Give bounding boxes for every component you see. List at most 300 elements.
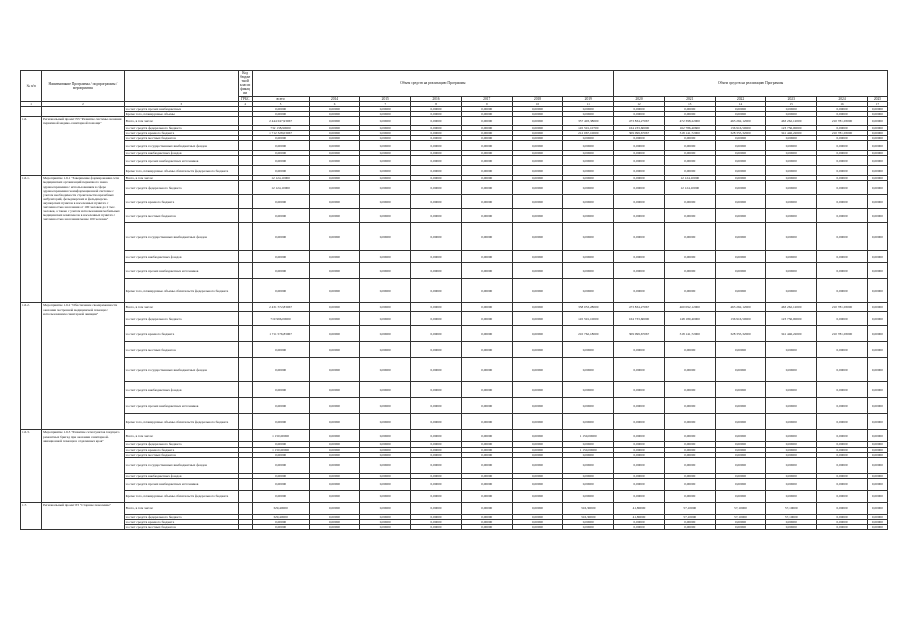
amount-year: 0,00000 [563,151,614,156]
amount-year: 0,00000 [715,473,766,478]
header-year: 2018 [512,96,563,101]
amount-year: 0,00000 [715,209,766,223]
amount-year: 0,00000 [309,326,360,342]
index-cell: 14 [715,101,766,106]
amount-year: 0,00000 [461,111,512,116]
amount-total: 0,00000 [252,195,309,209]
amount-year: 0,00000 [664,195,715,209]
amount-year: 0,00000 [360,447,411,452]
amount-year: 0,00000 [309,141,360,151]
amount-year: 0,00000 [614,452,665,457]
amount-year: 0,00000 [411,414,462,430]
amount-year: 0,00000 [817,358,868,382]
amount-year: 0,00000 [766,382,817,398]
amount-year: 0,00000 [715,447,766,452]
amount-year: 0,00000 [715,524,766,529]
amount-year: 0,00000 [867,195,887,209]
amount-year: 0,00000 [563,452,614,457]
amount-year: 0,00000 [563,263,614,279]
amount-year: 0,00000 [512,430,563,442]
amount-total: 0,00000 [252,519,309,524]
funding-source: за счет средств краевого бюджета [124,131,238,136]
amount-year: 0,00000 [817,519,868,524]
amount-year: 136 916,50000 [715,125,766,130]
amount-year: 136 916,50000 [715,312,766,326]
amount-year: 0,00000 [563,251,614,263]
amount-year: 0,00000 [309,116,360,125]
amount-year: 0,00000 [867,342,887,358]
kbk-cell [238,303,252,312]
amount-total: 0,00000 [252,151,309,156]
kbk-cell [238,263,252,279]
funding-source: Кроме того, планируемые объемы [124,111,238,116]
amount-year: 0,00000 [563,181,614,195]
amount-year: 341 446,22000 [766,326,817,342]
amount-year: 0,00000 [614,430,665,442]
amount-year: 0,00000 [715,263,766,279]
amount-year: 0,00000 [766,136,817,141]
amount-year: 0,00000 [360,136,411,141]
amount-year: 0,00000 [512,223,563,251]
amount-year: 0,00000 [360,223,411,251]
kbk-cell [238,181,252,195]
amount-year: 164 233,60000 [614,125,665,130]
amount-year: 0,00000 [766,457,817,473]
amount-year: 0,00000 [715,106,766,111]
amount-year: 0,00000 [411,223,462,251]
amount-year: 0,00000 [766,430,817,442]
budget-table [20,70,888,530]
amount-year: 0,00000 [664,279,715,303]
amount-year: 0,00000 [309,131,360,136]
program-name [42,106,124,116]
amount-year: 0,00000 [664,156,715,166]
amount-year: 0,00000 [715,430,766,442]
amount-year: 0,00000 [817,195,868,209]
amount-year: 0,00000 [867,125,887,130]
amount-year: 0,00000 [867,452,887,457]
amount-year: 0,00000 [766,452,817,457]
amount-year: 0,00000 [512,473,563,478]
amount-year: 0,00000 [614,279,665,303]
amount-year: 0,00000 [411,514,462,519]
amount-total: 0,00000 [252,452,309,457]
index-cell: 13 [664,101,715,106]
amount-total: 0,00000 [252,106,309,111]
header-year: 2016 [411,96,462,101]
kbk-cell [238,195,252,209]
amount-year: 0,00000 [512,156,563,166]
amount-year: 123 736,00000 [766,312,817,326]
kbk-cell [238,141,252,151]
amount-year: 0,00000 [867,141,887,151]
amount-year: 164 733,60000 [614,312,665,326]
amount-year: 210 762,18000 [563,326,614,342]
funding-source: за счет средств государственных внебюджетных фондов [124,223,238,251]
amount-year: 473 834,27067 [614,303,665,312]
amount-year: 0,00000 [461,116,512,125]
amount-year: 0,00000 [309,398,360,414]
amount-year: 0,00000 [360,358,411,382]
amount-year: 0,00000 [715,358,766,382]
amount-year: 0,00000 [614,358,665,382]
amount-year: 0,00000 [563,524,614,529]
amount-year: 0,00000 [817,251,868,263]
amount-year: 0,00000 [411,195,462,209]
table-row [21,398,888,414]
amount-year: 0,00000 [817,279,868,303]
amount-year: 0,00000 [563,166,614,176]
table-row [21,303,888,312]
amount-year: 0,00000 [360,502,411,514]
amount-year: 0,00000 [614,181,665,195]
amount-total: 329,40000 [252,514,309,519]
amount-year: 0,00000 [360,457,411,473]
amount-year: 0,00000 [512,125,563,130]
amount-year: 0,00000 [867,209,887,223]
amount-year: 0,00000 [766,358,817,382]
row-number: 1.6.2. [21,303,42,430]
funding-source: Всего, в том числе: [124,502,238,514]
amount-year: 0,00000 [461,478,512,490]
amount-year: 0,00000 [614,156,665,166]
header-year: 2014 [309,96,360,101]
amount-year: 0,00000 [512,111,563,116]
amount-year: 0,00000 [411,442,462,447]
amount-year: 0,00000 [614,457,665,473]
amount-year: 0,00000 [867,303,887,312]
amount-year: 210 781,03000 [817,326,868,342]
amount-year: 123 736,00000 [766,125,817,130]
funding-source: за счет средств государственных внебюджетных фондов [124,141,238,151]
amount-year: 0,00000 [563,473,614,478]
amount-year: 0,00000 [309,166,360,176]
amount-year: 0,00000 [360,524,411,529]
funding-source: Всего, в том числе: [124,116,238,125]
index-cell: 8 [411,101,462,106]
header-year: 2017 [461,96,512,101]
kbk-cell [238,490,252,502]
amount-year: 0,00000 [817,176,868,181]
funding-source: за счет средств внебюджетных фондов [124,151,238,156]
index-cell: 16 [817,101,868,106]
table-row [21,195,888,209]
amount-year: 0,00000 [461,303,512,312]
amount-year: 0,00000 [867,176,887,181]
amount-year: 0,00000 [766,209,817,223]
amount-year: 0,00000 [411,131,462,136]
amount-year: 0,00000 [360,398,411,414]
program-name: Мероприятие 1.6.3 "Развитие сети пунктов текущего ремонтных бригад при оказании санитарной-авиационной помощи в отдаленных края" [42,430,124,502]
table-row [21,524,888,529]
kbk-cell [238,358,252,382]
amount-year: 0,00000 [461,514,512,519]
amount-year: 0,00000 [461,251,512,263]
row-number: 1.6. [21,116,42,175]
amount-year: 0,00000 [512,414,563,430]
amount-year: 0,00000 [411,398,462,414]
amount-year: 0,00000 [664,478,715,490]
amount-year: 0,00000 [614,447,665,452]
amount-year: 0,00000 [715,490,766,502]
amount-year: 0,00000 [309,452,360,457]
amount-year: 0,00000 [715,382,766,398]
amount-total: 0,00000 [252,478,309,490]
funding-source: за счет средств местных бюджетов [124,209,238,223]
amount-year: 0,00000 [664,358,715,382]
amount-year: 0,00000 [766,447,817,452]
amount-year: 0,00000 [309,125,360,130]
amount-year: 358 053,28000 [563,303,614,312]
program-name: Мероприятие 1.6.2 "Обеспечение своевременности оказания экстренной медицинской помощи с использованием санитарной авиации" [42,303,124,430]
funding-source: Кроме того, планируемые объемы обязательств федерального бюджета [124,166,238,176]
table-row [21,478,888,490]
amount-year: 0,00000 [664,111,715,116]
amount-year: 0,00000 [411,524,462,529]
amount-year: 0,00000 [411,502,462,514]
funding-source: за счет средств государственных внебюджетных фондов [124,457,238,473]
amount-year: 0,00000 [563,141,614,151]
kbk-cell [238,116,252,125]
amount-year: 0,00000 [817,457,868,473]
amount-year: 318 141,72000 [664,131,715,136]
amount-year: 0,00000 [563,195,614,209]
amount-year: 0,00000 [360,312,411,326]
amount-year: 145 591,10000 [563,312,614,326]
amount-year: 0,00000 [664,342,715,358]
index-cell: 6 [309,101,360,106]
amount-year: 0,00000 [411,326,462,342]
amount-year: 0,00000 [411,473,462,478]
amount-year: 0,00000 [461,457,512,473]
amount-year: 0,00000 [512,251,563,263]
amount-year: 0,00000 [766,106,817,111]
amount-year: 0,00000 [411,303,462,312]
amount-year: 0,00000 [512,181,563,195]
amount-year: 0,00000 [461,312,512,326]
amount-year: 0,00000 [360,166,411,176]
amount-year: 0,00000 [563,414,614,430]
amount-year: 0,00000 [360,181,411,195]
amount-year: 0,00000 [867,514,887,519]
table-row [21,358,888,382]
header-years-title-right: Объем средств на реализацию Программы [614,71,888,97]
amount-year: 0,00000 [512,209,563,223]
amount-year: 0,00000 [664,457,715,473]
amount-year: 0,00000 [817,136,868,141]
amount-year: 0,00000 [512,263,563,279]
amount-year: 0,00000 [817,312,868,326]
amount-year: 0,00000 [867,136,887,141]
kbk-cell [238,156,252,166]
amount-total: 0,00000 [252,382,309,398]
amount-year: 0,00000 [614,478,665,490]
amount-year: 0,00000 [614,141,665,151]
amount-year: 0,00000 [715,136,766,141]
amount-year: 0,00000 [309,524,360,529]
amount-year: 0,00000 [766,263,817,279]
amount-year: 210 781,03000 [817,116,868,125]
amount-total: 1 150,00000 [252,430,309,442]
amount-year: 0,00000 [766,279,817,303]
amount-year: 0,00000 [664,136,715,141]
amount-year: 0,00000 [867,111,887,116]
amount-year: 0,00000 [461,125,512,130]
amount-year: 0,00000 [817,106,868,111]
index-cell: 2 [42,101,124,106]
amount-year: 0,00000 [512,457,563,473]
table-row [21,166,888,176]
amount-year: 0,00000 [715,181,766,195]
amount-year: 0,00000 [360,176,411,181]
amount-year: 0,00000 [867,457,887,473]
amount-year: 0,00000 [512,514,563,519]
index-cell: 10 [512,101,563,106]
amount-year: 0,00000 [766,181,817,195]
amount-year: 0,00000 [411,519,462,524]
funding-source: Всего, в том числе: [124,303,238,312]
funding-source: за счет средств местных бюджетов [124,342,238,358]
amount-year: 0,00000 [867,398,887,414]
amount-year: 0,00000 [461,342,512,358]
amount-year: 0,00000 [867,447,887,452]
amount-year: 0,00000 [411,490,462,502]
kbk-cell [238,223,252,251]
amount-total: 0,00000 [252,414,309,430]
amount-year: 0,00000 [309,195,360,209]
kbk-cell [238,478,252,490]
kbk-cell [238,279,252,303]
amount-year: 0,00000 [867,131,887,136]
kbk-cell [238,430,252,442]
amount-total: 0,00000 [252,141,309,151]
amount-year: 0,00000 [715,111,766,116]
amount-year: 0,00000 [817,181,868,195]
amount-year: 0,00000 [512,452,563,457]
amount-year: 0,00000 [512,358,563,382]
amount-year: 0,00000 [715,151,766,156]
amount-year: 0,00000 [512,312,563,326]
amount-year: 0,00000 [309,209,360,223]
amount-year: 460 092,12000 [664,303,715,312]
amount-year: 0,00000 [817,430,868,442]
table-row [21,156,888,166]
amount-year: 0,00000 [309,447,360,452]
amount-year: 0,00000 [817,514,868,519]
amount-year: 0,00000 [867,116,887,125]
amount-year: 0,00000 [563,398,614,414]
amount-year: 0,00000 [411,358,462,382]
amount-year: 0,00000 [563,156,614,166]
amount-year: 0,00000 [867,414,887,430]
amount-year: 0,00000 [411,111,462,116]
amount-year: 0,00000 [867,490,887,502]
amount-year: 0,00000 [817,478,868,490]
program-name: Региональный проект N3 "Развитие системы оказания первичной медико-санитарной помощи" [42,116,124,175]
amount-year: 316,30000 [563,502,614,514]
index-cell: 12 [614,101,665,106]
amount-year: 0,00000 [715,342,766,358]
amount-year: 1 150,00000 [563,430,614,442]
amount-total: 12 124,10000 [252,176,309,181]
amount-year: 0,00000 [512,166,563,176]
amount-year: 0,00000 [461,430,512,442]
amount-year: 0,00000 [360,342,411,358]
table-body [21,106,888,529]
amount-year: 0,00000 [563,176,614,181]
kbk-cell [238,414,252,430]
kbk-cell [238,502,252,514]
amount-year: 0,00000 [360,478,411,490]
amount-year: 0,00000 [867,156,887,166]
amount-total: 0,00000 [252,358,309,382]
table-row [21,251,888,263]
amount-year: 0,00000 [360,452,411,457]
table-row [21,382,888,398]
amount-year: 0,00000 [309,473,360,478]
amount-year: 0,00000 [461,156,512,166]
amount-year: 0,00000 [563,342,614,358]
amount-year: 57,10000 [766,514,817,519]
amount-year: 0,00000 [309,457,360,473]
funding-source: за счет средств местных бюджетов [124,524,238,529]
header-year: 2022 [715,96,766,101]
kbk-cell [238,209,252,223]
amount-year: 162 786,40600 [664,125,715,130]
amount-year: 328 355,32000 [715,326,766,342]
amount-year: 0,00000 [512,502,563,514]
header-year: 2020 [614,96,665,101]
kbk-cell [238,398,252,414]
funding-source: за счет средств федерального бюджета [124,125,238,130]
amount-year: 0,00000 [817,141,868,151]
amount-year: 0,00000 [664,106,715,111]
amount-year: 0,00000 [817,111,868,116]
kbk-cell [238,342,252,358]
amount-year: 0,00000 [563,209,614,223]
amount-total: 0,00000 [252,209,309,223]
amount-year: 0,00000 [614,263,665,279]
amount-year: 0,00000 [715,442,766,447]
amount-total: 329,40000 [252,502,309,514]
amount-year: 0,00000 [715,452,766,457]
amount-year: 0,00000 [512,326,563,342]
amount-year: 0,00000 [867,358,887,382]
funding-source: Всего, в том числе: [124,176,238,181]
amount-year: 0,00000 [563,358,614,382]
funding-source: за счет средств федерального бюджета [124,181,238,195]
amount-year: 0,00000 [512,131,563,136]
amount-year: 12 124,10000 [664,181,715,195]
amount-year: 0,00000 [817,166,868,176]
amount-year: 0,00000 [867,106,887,111]
amount-year: 0,00000 [867,473,887,478]
row-number: 1.6.3. [21,430,42,502]
index-cell: 7 [360,101,411,106]
amount-year: 0,00000 [817,223,868,251]
amount-year: 0,00000 [766,478,817,490]
index-cell: 5 [252,101,309,106]
amount-year: 0,00000 [461,151,512,156]
amount-year: 357 403,38000 [563,116,614,125]
amount-year: 0,00000 [766,156,817,166]
amount-year: 0,00000 [360,490,411,502]
table-row [21,414,888,430]
amount-year: 309 099,67067 [614,131,665,136]
amount-total: 12 124,10000 [252,181,309,195]
amount-year: 0,00000 [614,195,665,209]
amount-year: 473 834,27067 [614,116,665,125]
